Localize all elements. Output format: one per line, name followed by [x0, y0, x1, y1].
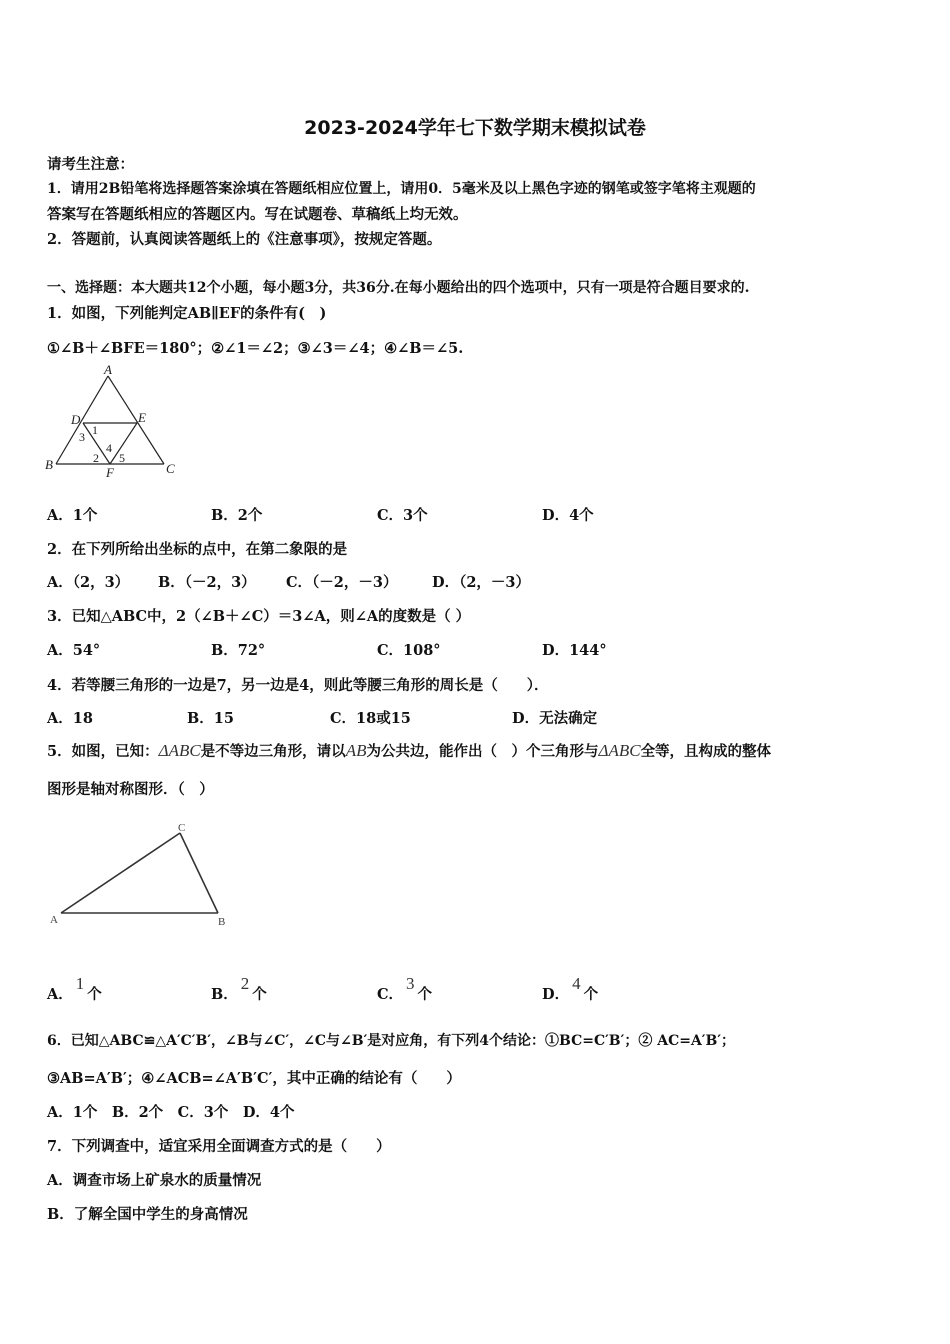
- option-d: D．4个: [542, 507, 594, 524]
- option-number: 3: [406, 974, 415, 993]
- option-letter: A．: [47, 986, 73, 1003]
- option-number: 1: [75, 974, 85, 993]
- notice-line: 1．请用2B铅笔将选择题答案涂填在答题纸相应位置上，请用0．5毫米及以上黑色字迹的钢笔或签字笔将主观题的: [47, 181, 756, 197]
- option-letter: B．: [211, 986, 238, 1003]
- option-d: D．144°: [542, 642, 607, 659]
- option-letter: C．: [377, 986, 404, 1003]
- section-heading: 一、选择题：本大题共12个小题，每小题3分，共36分.在每小题给出的四个选项中，只有一项是符合题目要求的.: [47, 280, 750, 296]
- notice-line: 2．答题前，认真阅读答题纸上的《注意事项》，按规定答题。: [47, 231, 442, 248]
- label-C: C: [178, 822, 186, 834]
- option-a: A．54°: [47, 642, 101, 659]
- question-stem-line2: 图形是轴对称图形．（ ）: [47, 781, 214, 798]
- option-a: A．调查市场上矿泉水的质量情况: [47, 1172, 262, 1189]
- label-A: A: [104, 362, 112, 377]
- label-E: E: [138, 410, 146, 425]
- option-number: 4: [572, 974, 581, 993]
- option-b: [211, 974, 267, 1004]
- question-stem: 6．已知△ABC≌△A′C′B′，∠B与∠C′，∠C与∠B′是对应角，有下列4个结论：①BC=C′B′；② AC=A′B′；: [47, 1033, 736, 1049]
- option-d: [542, 974, 599, 1004]
- question-stem: [47, 740, 771, 761]
- option-c: C．108°: [377, 642, 441, 659]
- option-b: B．（－2，3）: [158, 574, 256, 591]
- option-unit: 个: [252, 986, 267, 1003]
- option-c: [377, 974, 433, 1004]
- notice-line: 答案写在答题纸相应的答题区内。写在试题卷、草稿纸上均无效。: [47, 206, 468, 223]
- question-stem: 7．下列调查中，适宜采用全面调查方式的是（ ）: [47, 1138, 391, 1155]
- stem-text: 全等，且构成的整体: [640, 743, 772, 760]
- stem-text: 为公共边，能作出（ ）个三角形与: [366, 743, 599, 760]
- option-b: B．15: [187, 710, 234, 727]
- question-stem-line2: ③AB=A′B′；④∠ACB=∠A′B′C′，其中正确的结论有（ ）: [47, 1070, 461, 1087]
- math-abc: ΔABC: [158, 741, 201, 760]
- question-stem: 3．已知△ABC中，2（∠B＋∠C）＝3∠A，则∠A的度数是（ ）: [47, 608, 471, 625]
- option-unit: 个: [87, 986, 102, 1003]
- triangle-figure-q5: [45, 815, 240, 935]
- label-C: C: [166, 461, 175, 476]
- option-c: C．18或15: [330, 710, 411, 727]
- option-a: A．18: [47, 710, 93, 727]
- question-options: A．1个 B．2个 C．3个 D．4个: [47, 1104, 295, 1121]
- math-abc: ΔABC: [598, 741, 641, 760]
- triangle-figure-q1: [40, 362, 190, 482]
- angle-label-5: 5: [119, 451, 125, 465]
- option-a: [47, 974, 102, 1004]
- option-c: C．3个: [377, 507, 428, 524]
- angle-label-2: 2: [93, 451, 99, 465]
- question-stem: 1．如图，下列能判定AB∥EF的条件有( ): [47, 305, 327, 322]
- math-ab: AB: [345, 741, 367, 760]
- angle-label-1: 1: [92, 423, 98, 437]
- option-d: D．无法确定: [512, 710, 598, 727]
- option-b: B．了解全国中学生的身高情况: [47, 1206, 248, 1223]
- label-A: A: [50, 914, 58, 926]
- option-a: A．1个: [47, 507, 98, 524]
- stem-text: 5．如图，已知：: [47, 743, 159, 760]
- option-b: B．2个: [211, 507, 263, 524]
- option-d: D．（2，－3）: [432, 574, 531, 591]
- label-B: B: [218, 916, 226, 928]
- angle-label-3: 3: [79, 430, 85, 444]
- page-title: 2023-2024学年七下数学期末模拟试卷: [304, 117, 646, 139]
- option-c: C．（－2，－3）: [286, 574, 398, 591]
- label-D: D: [71, 412, 81, 427]
- option-b: B．72°: [211, 642, 266, 659]
- option-number: 2: [240, 974, 250, 993]
- question-conditions: ①∠B＋∠BFE＝180°；②∠1＝∠2；③∠3＝∠4；④∠B＝∠5.: [47, 340, 464, 357]
- option-unit: 个: [583, 986, 599, 1003]
- option-letter: D．: [542, 986, 570, 1003]
- question-stem: 2．在下列所给出坐标的点中，在第二象限的是: [47, 541, 348, 558]
- option-unit: 个: [417, 986, 433, 1003]
- label-B: B: [45, 457, 53, 472]
- label-F: F: [106, 465, 114, 480]
- angle-label-4: 4: [106, 441, 112, 455]
- notice-heading: 请考生注意：: [47, 156, 134, 173]
- stem-text: 是不等边三角形，请以: [200, 743, 346, 760]
- question-stem: 4．若等腰三角形的一边是7，另一边是4，则此等腰三角形的周长是（ ）．: [47, 677, 549, 694]
- option-a: A．（2，3）: [47, 574, 130, 591]
